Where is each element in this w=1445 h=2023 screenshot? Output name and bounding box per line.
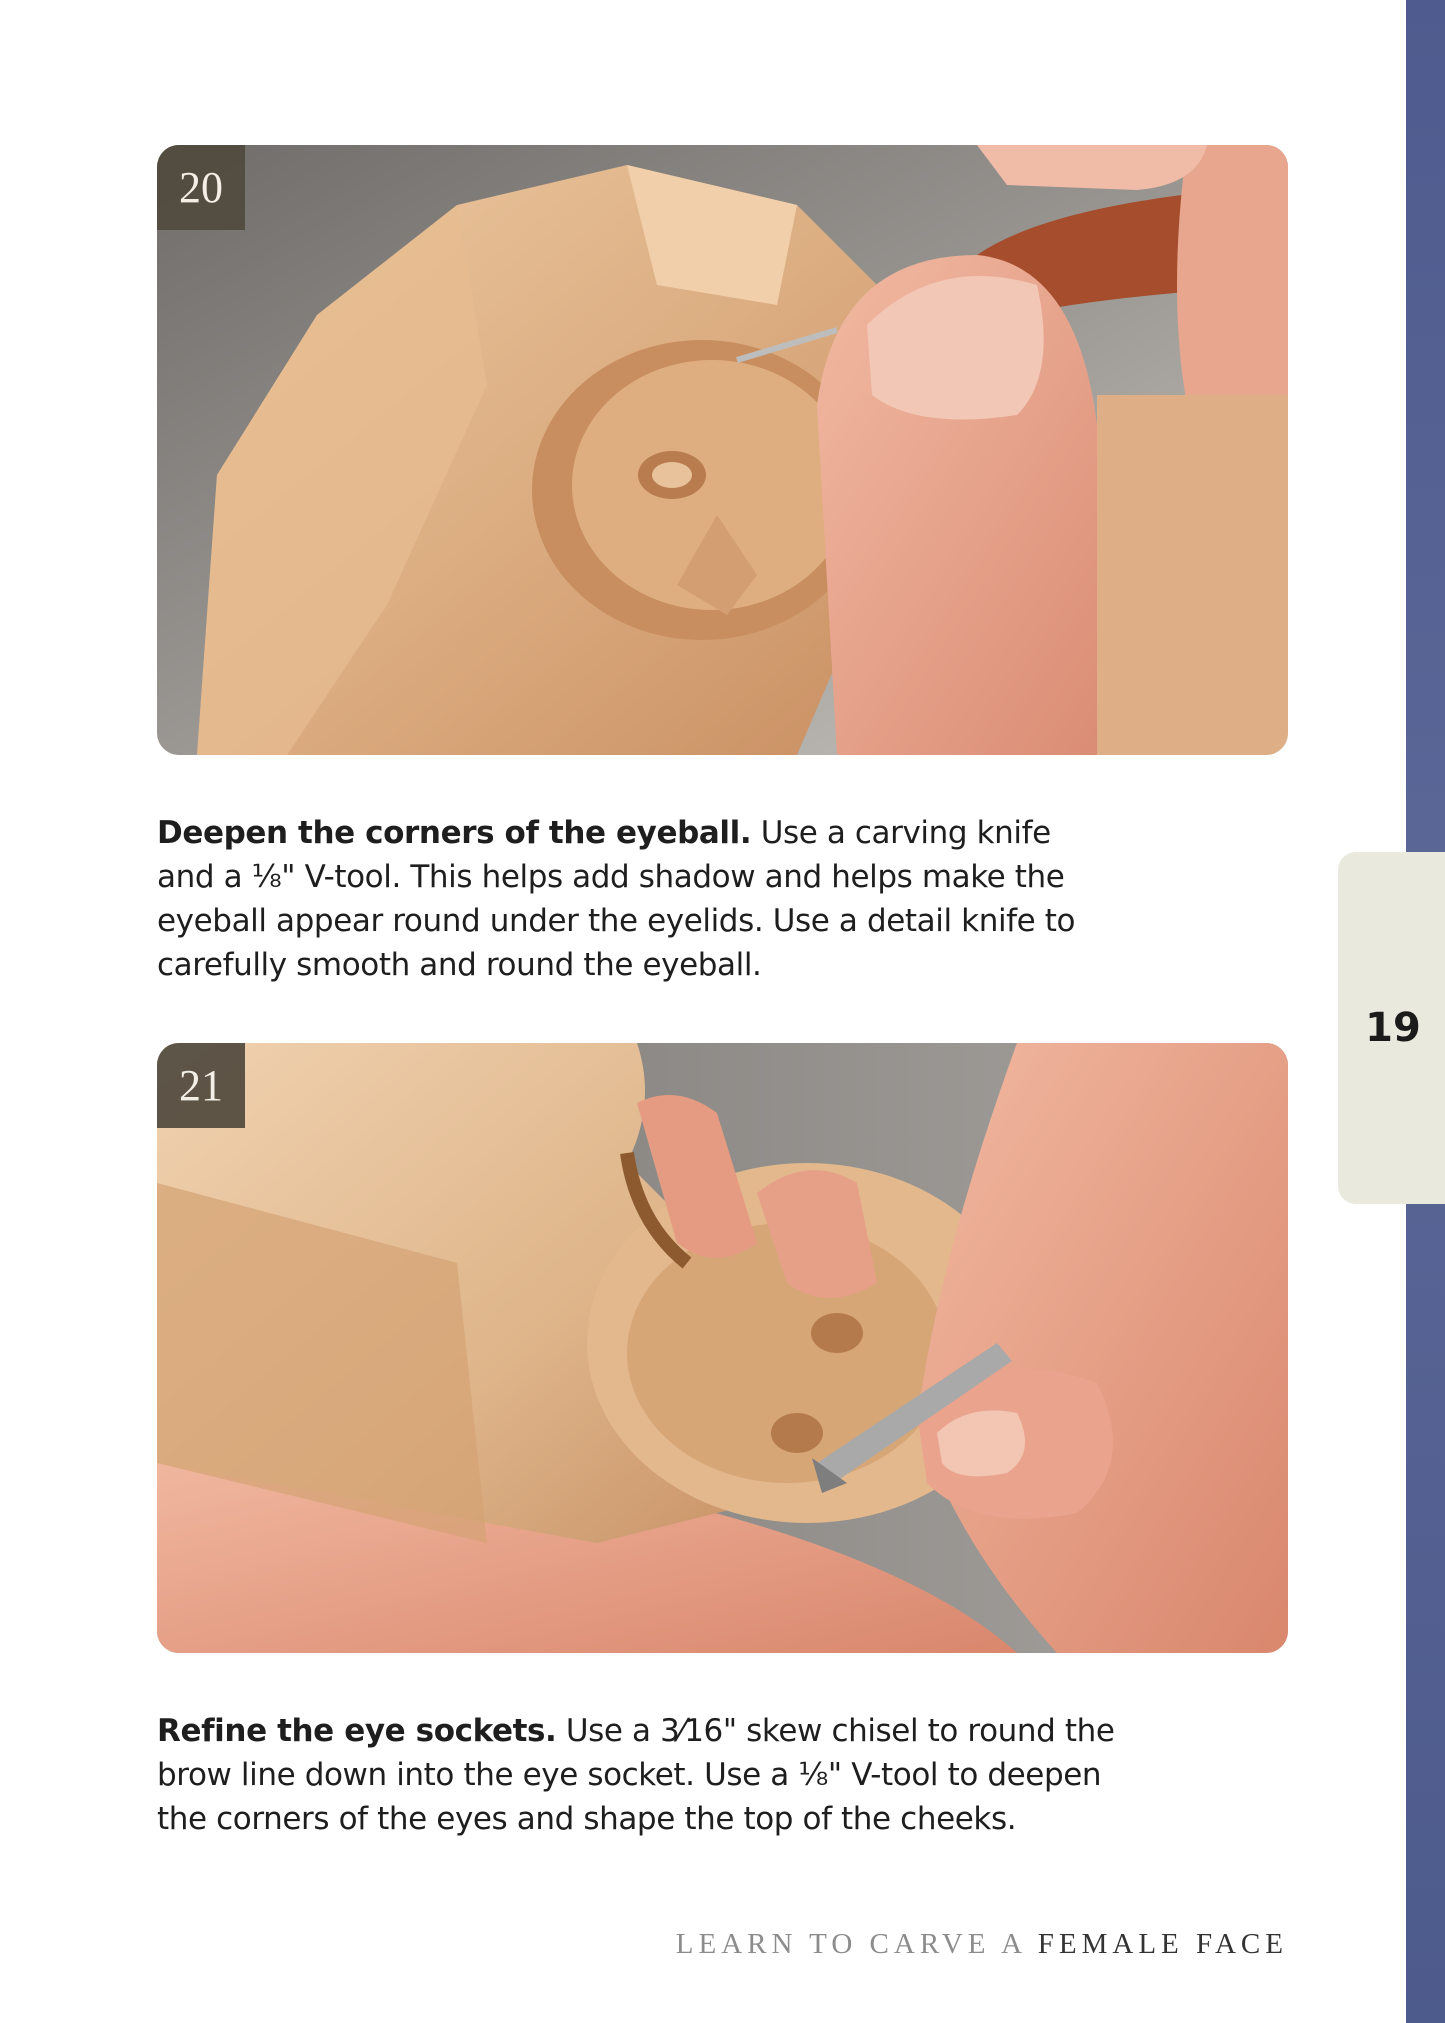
page-number: 19 xyxy=(1365,1005,1421,1051)
running-footer xyxy=(676,1928,1288,1961)
running-footer-light: LEARN TO CARVE A xyxy=(675,1928,1026,1960)
step-20-caption-heading: Deepen the corners of the eyeball. xyxy=(157,815,752,851)
step-21-photo xyxy=(157,1043,1288,1653)
step-20-caption-body: Use a carving knife and a ⅛" V-tool. This helps add shadow and helps make the eyeball appear round under the eyelids. Use a detail knife to carefully smooth and round the eyeball. xyxy=(157,815,1076,983)
step-20-caption xyxy=(157,811,1117,987)
step-20-photo xyxy=(157,145,1288,755)
step-21-caption-body: Use a 3⁄16" skew chisel to round the brow line down into the eye socket. Use a ⅛" V-tool to deepen the corners of the eyes and shape the top of the cheeks. xyxy=(157,1713,1115,1837)
refining-eye-sockets-illustration xyxy=(157,1043,1288,1653)
carving-eyeball-illustration xyxy=(157,145,1288,755)
step-number-badge: 21 xyxy=(157,1043,245,1128)
step-number-badge: 20 xyxy=(157,145,245,230)
step-21-caption xyxy=(157,1709,1117,1841)
step-21-caption-heading: Refine the eye sockets. xyxy=(157,1713,557,1749)
running-footer-strong: FEMALE FACE xyxy=(1037,1928,1288,1960)
